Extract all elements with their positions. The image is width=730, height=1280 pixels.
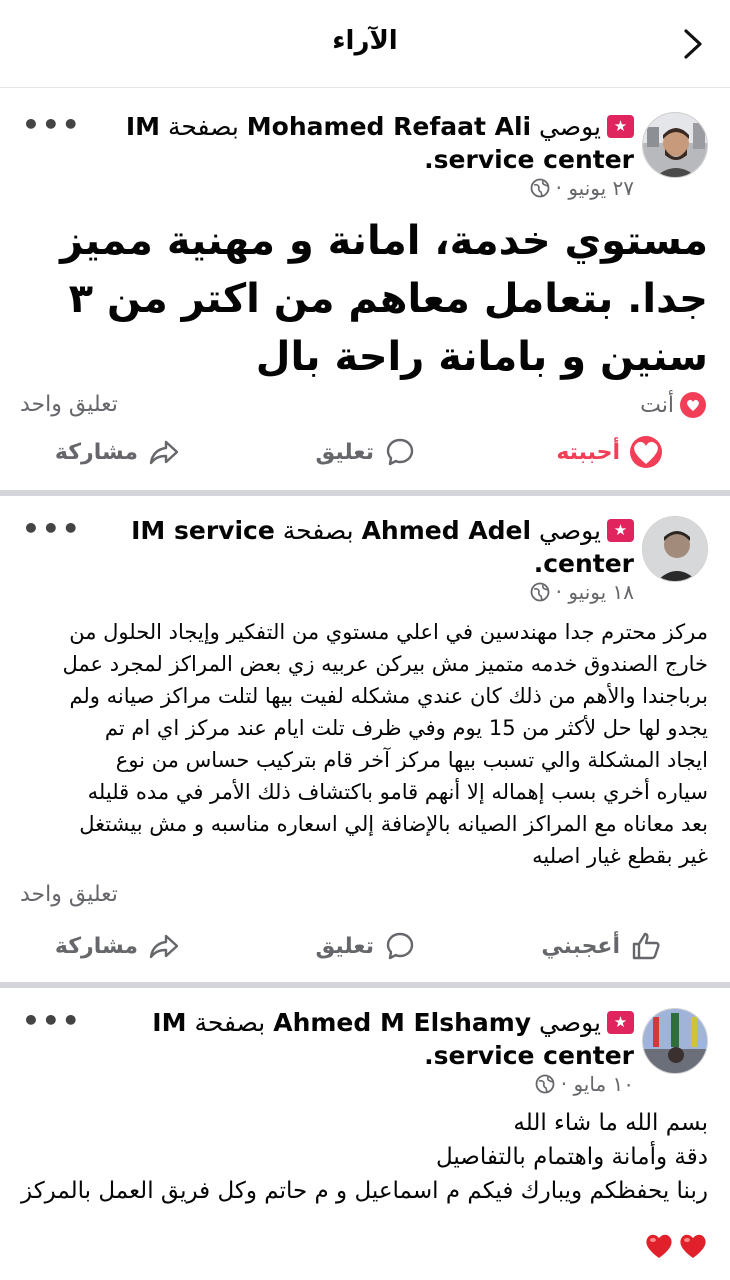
recommend-icon: ★ [607, 1011, 634, 1034]
reactor-name: أنت [640, 392, 674, 418]
share-icon [148, 436, 180, 468]
top-bar [0, 0, 730, 88]
page-name[interactable]: IM service center [125, 112, 634, 174]
globe-icon [530, 178, 550, 198]
review-text: مركز محترم جدا مهندسين في اعلي مستوي من التفكير وإيجاد الحلول من خارج الصندوق خدمه متميز مش بيركن عربيه زي بعض المراكز لمجرد عمل برباجندا والأهم من ذلك كان عندي مشكله لفيت بيها لتلت مراكز صيانه ولم يجدو لها حل لأكثر من 15 يوم وفي ظرف تلت ايام عند مركز اي ام تم ايجاد المشكلة والي تسبب بيها مركز آخر قام بتركيب حساس من نوع سياره أخري بسب إهماله إلا أنهم قامو باكتشاف ذلك الأمر في مده قليله بعد معاناه مع المراكز الصيانه بالإضافة إلي اسعاره مناسبه و مش بيشتغل غير بقطع غيار اصليه [62, 620, 708, 868]
love-reaction-icon [630, 436, 662, 468]
comment-icon [384, 930, 416, 962]
author-name[interactable]: Mohamed Refaat Ali [246, 112, 532, 141]
post-date[interactable]: ١٨ يونيو · [555, 580, 634, 604]
author-name[interactable]: Ahmed M Elshamy [273, 1008, 532, 1037]
action-bar [0, 436, 730, 486]
chevron-right-icon[interactable] [676, 26, 708, 62]
comments-count[interactable]: تعليق واحد [20, 392, 118, 417]
comment-button[interactable]: تعليق [316, 436, 416, 468]
thumbs-up-icon [630, 930, 662, 962]
page-name[interactable]: IM service center [152, 1008, 634, 1070]
red-heart-icon [678, 1232, 708, 1260]
heart-emojis [644, 1232, 708, 1260]
comment-button[interactable]: تعليق [316, 930, 416, 962]
avatar[interactable] [642, 1008, 708, 1074]
author-name[interactable]: Ahmed Adel [361, 516, 532, 545]
action-bar [0, 930, 730, 980]
post-meta [530, 580, 634, 604]
recommend-icon: ★ [607, 115, 634, 138]
red-heart-icon [644, 1232, 674, 1260]
comment-icon [384, 436, 416, 468]
globe-icon [535, 1074, 555, 1094]
share-button[interactable]: مشاركة [55, 436, 180, 468]
like-button[interactable]: أعجبني [541, 930, 662, 962]
review-text: مستوي خدمة، امانة و مهنية مميز جدا. بتعامل معاهم من اكتر من ٣ سنين و بامانة راحة بال [60, 218, 708, 380]
page-title: الآراء [332, 26, 398, 56]
more-options-icon[interactable]: ••• [22, 108, 82, 141]
globe-icon [530, 582, 550, 602]
more-options-icon[interactable]: ••• [22, 1004, 82, 1037]
recommend-icon: ★ [607, 519, 634, 542]
page-name[interactable]: IM service center [131, 516, 634, 578]
review-byline: ★ يوصي Ahmed Adel بصفحة IM service center. [131, 516, 634, 578]
post-meta [530, 176, 634, 200]
review-post [0, 496, 730, 982]
avatar[interactable] [642, 112, 708, 178]
review-post [0, 96, 730, 488]
post-date[interactable]: ٢٧ يونيو · [555, 176, 634, 200]
share-icon [148, 930, 180, 962]
love-reaction-icon [680, 392, 706, 418]
review-text: بسم الله ما شاء الله دقة وأمانة واهتمام بالتفاصيل ربنا يحفظكم ويبارك فيكم م اسماعيل و م حاتم وكل فريق العمل بالمركز [21, 1110, 708, 1204]
reactions-summary[interactable] [640, 392, 706, 418]
review-byline: ★ يوصي Ahmed M Elshamy بصفحة IM service center. [152, 1008, 634, 1070]
post-meta [535, 1072, 634, 1096]
like-button[interactable]: أحببته [556, 436, 662, 468]
more-options-icon[interactable]: ••• [22, 512, 82, 545]
share-button[interactable]: مشاركة [55, 930, 180, 962]
review-post [0, 988, 730, 1280]
avatar[interactable] [642, 516, 708, 582]
review-byline: ★ يوصي Mohamed Refaat Ali بصفحة IM service center. [125, 112, 634, 174]
post-date[interactable]: ١٠ مايو · [560, 1072, 634, 1096]
comments-count[interactable]: تعليق واحد [20, 882, 118, 907]
